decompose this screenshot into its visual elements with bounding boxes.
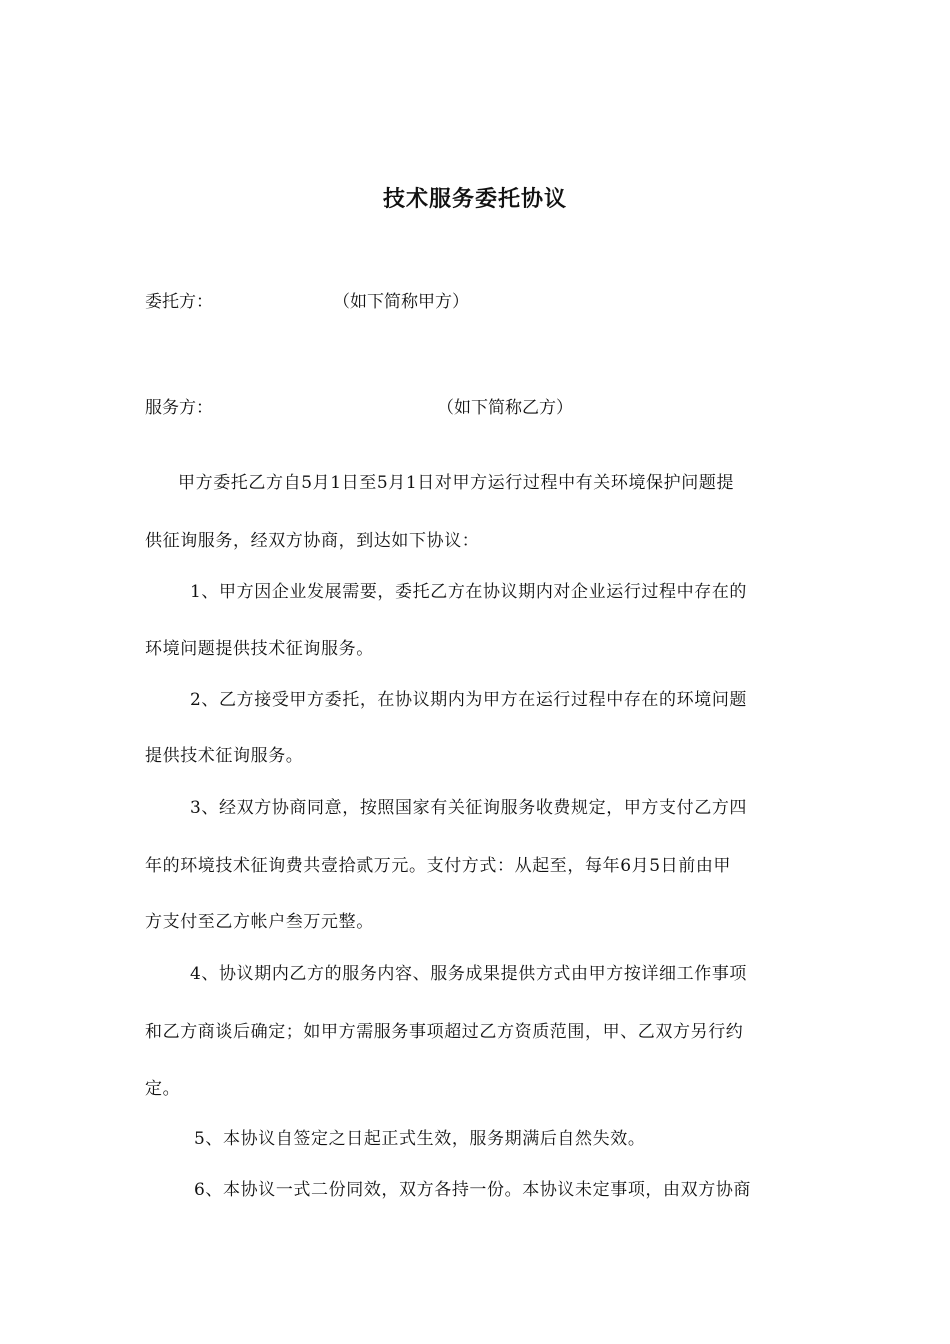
- clause-4-line-3: 定。: [145, 1079, 181, 1099]
- provider-label: 服务方：: [145, 398, 213, 418]
- paragraph-intro-line-2: 供征询服务，经双方协商，到达如下协议：: [145, 531, 480, 551]
- clause-3-line-2: 年的环境技术征询费共壹拾贰万元。支付方式：从起至，每年6月5日前由甲: [145, 856, 732, 876]
- clause-1-line-2: 环境问题提供技术征询服务。: [145, 639, 374, 659]
- clause-4-line-2: 和乙方商谈后确定；如甲方需服务事项超过乙方资质范围，甲、乙双方另行约: [145, 1022, 744, 1042]
- paragraph-intro-line-1: 甲方委托乙方自5月1日至5月1日对甲方运行过程中有关环境保护问题提: [178, 473, 735, 493]
- document-title: 技术服务委托协议: [382, 186, 567, 212]
- clause-6-line-1: 6、本协议一式二份同效，双方各持一份。本协议未定事项，由双方协商: [194, 1180, 752, 1200]
- clause-2-line-2: 提供技术征询服务。: [145, 746, 304, 766]
- clause-4-line-1: 4、协议期内乙方的服务内容、服务成果提供方式由甲方按详细工作事项: [190, 964, 748, 984]
- clause-3-line-1: 3、经双方协商同意，按照国家有关征询服务收费规定，甲方支付乙方四: [190, 798, 748, 818]
- client-label: 委托方：: [145, 292, 213, 312]
- client-note: （如下简称甲方）: [333, 292, 469, 312]
- clause-2-line-1: 2、乙方接受甲方委托，在协议期内为甲方在运行过程中存在的环境问题: [190, 690, 748, 710]
- client-party-line: [145, 287, 469, 312]
- provider-party-line: [145, 393, 573, 418]
- clause-5-line-1: 5、本协议自签定之日起正式生效，服务期满后自然失效。: [194, 1129, 646, 1149]
- provider-note: （如下简称乙方）: [437, 398, 573, 418]
- clause-1-line-1: 1、甲方因企业发展需要，委托乙方在协议期内对企业运行过程中存在的: [190, 582, 748, 602]
- clause-3-line-3: 方支付至乙方帐户叁万元整。: [145, 912, 374, 932]
